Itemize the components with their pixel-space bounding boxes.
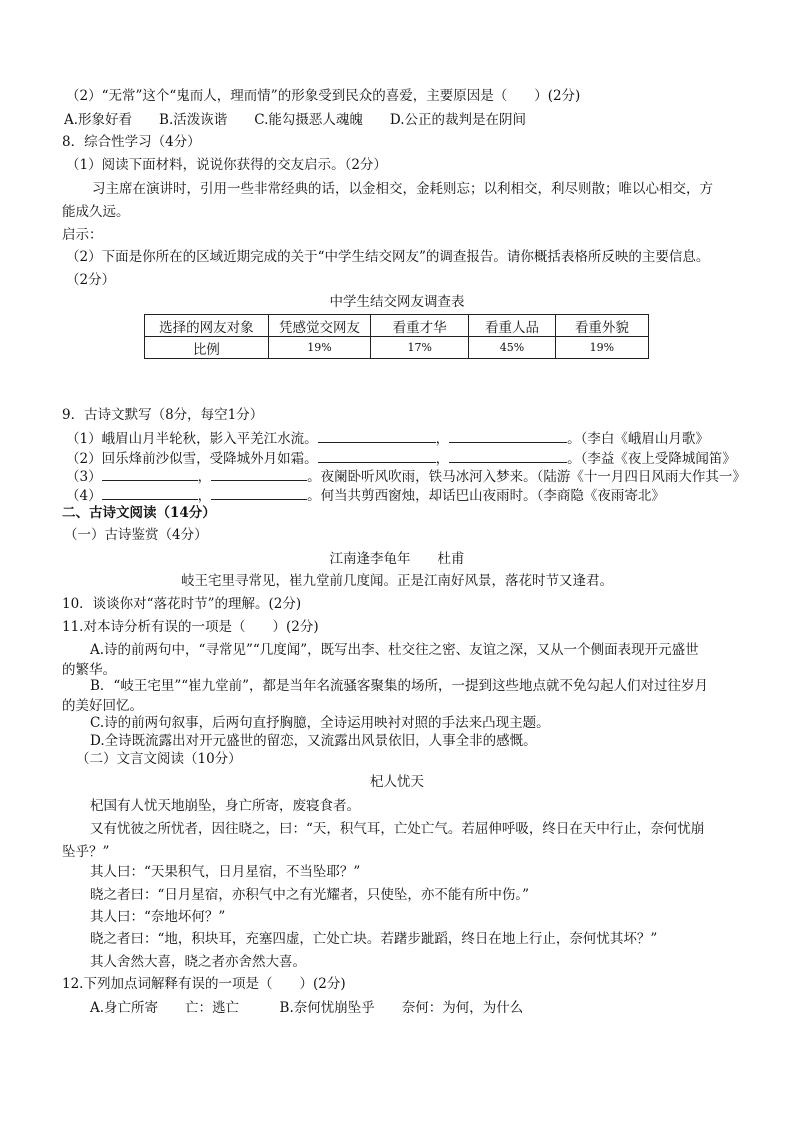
q11-option-b2: 的美好回忆。 bbox=[62, 698, 143, 714]
q9-line1-prompt: （1）峨眉山月半轮秋，影入平羌江水流。 bbox=[66, 431, 318, 447]
classical-para-7: 其人舍然大喜，晓之者亦舍然大喜。 bbox=[90, 954, 306, 970]
survey-header-row bbox=[145, 315, 649, 337]
poem-body: 岐王宅里寻常见，崔九堂前几度闻。正是江南好风景，落花时节又逢君。 bbox=[181, 573, 613, 589]
answer-blank[interactable] bbox=[318, 448, 436, 463]
q9-line1-source: 。（李白《峨眉山月歌》 bbox=[567, 431, 709, 447]
classical-para-6: 晓之者曰：“地，积块耳，充塞四虚，亡处亡块。若躇步跐蹈，终日在地上行止，奈何忧其坏？” bbox=[90, 931, 658, 947]
survey-value-row bbox=[145, 337, 649, 359]
survey-header-cell: 选择的网友对象 bbox=[145, 315, 269, 337]
section2-sub2: （二）文言文阅读（10分） bbox=[76, 751, 242, 767]
q9-line4-source: 。何当共剪西窗烛，却话巴山夜雨时。（李商隐《夜雨寄北》 bbox=[307, 488, 665, 504]
classical-para-4: 晓之者曰：“日月星宿，亦积气中之有光耀者，只使坠，亦不能有所中伤。” bbox=[90, 887, 530, 903]
answer-blank[interactable] bbox=[102, 485, 198, 500]
survey-header-cell: 看重才华 bbox=[371, 315, 469, 337]
q9-line3-source: 。夜阑卧听风吹雨，铁马冰河入梦来。（陆游《十一月四日风雨大作其一》 bbox=[307, 469, 746, 485]
q9-title: 9．古诗文默写（8分，每空1分） bbox=[62, 407, 264, 423]
survey-header-cell: 看重外貌 bbox=[555, 315, 648, 337]
answer-blank[interactable] bbox=[318, 428, 436, 443]
q9-line2-sep: ， bbox=[435, 451, 450, 467]
survey-row-label: 比例 bbox=[145, 337, 269, 359]
section2-sub1: （一）古诗鉴赏（4分） bbox=[64, 527, 208, 543]
q8-material-line1: 习主席在演讲时，引用一些非常经典的话，以金相交，金耗则忘；以利相交，利尽则散；唯以心相交，方 bbox=[92, 181, 713, 197]
q9-line1-sep: ， bbox=[435, 431, 450, 447]
q8-material-line2: 能成久远。 bbox=[62, 204, 130, 220]
classical-para-5: 其人曰：“奈地坏何？” bbox=[90, 909, 226, 925]
answer-blank[interactable] bbox=[449, 428, 567, 443]
q11-option-b1: B．“岐王宅里”“崔九堂前”，都是当年名流骚客聚集的场所，一提到这些地点就不免勾起人们对过往岁月 bbox=[90, 678, 709, 694]
q12: 12.下列加点词解释有误的一项是（ ）(2分) bbox=[62, 976, 346, 992]
answer-blank[interactable] bbox=[211, 466, 307, 481]
survey-table-title: 中学生结交网友调查表 bbox=[329, 294, 465, 310]
survey-value-cell: 17% bbox=[371, 337, 469, 359]
answer-blank[interactable] bbox=[102, 466, 198, 481]
q10: 10．谈谈你对“落花时节”的理解。(2分) bbox=[62, 596, 302, 612]
q9-line1 bbox=[66, 428, 709, 449]
poem-title: 江南逢李龟年 杜甫 bbox=[329, 551, 465, 567]
survey-header-cell: 凭感觉交网友 bbox=[268, 315, 370, 337]
q8-part2-line2: （2分） bbox=[66, 272, 116, 288]
q11-option-a2: 的繁华。 bbox=[62, 662, 116, 678]
q9-line3 bbox=[66, 466, 746, 487]
q12-options: A.身亡所寄 亡：逃亡 B.奈何忧崩坠乎 奈何：为何，为什么 bbox=[90, 1000, 524, 1016]
q9-line2-prompt: （2）回乐烽前沙似雪，受降城外月如霜。 bbox=[66, 451, 318, 467]
classical-para-2b: 坠乎？” bbox=[62, 844, 110, 860]
survey-header-cell: 看重人品 bbox=[469, 315, 555, 337]
section2-title: 二、古诗文阅读（14分） bbox=[62, 505, 216, 521]
answer-blank[interactable] bbox=[211, 485, 307, 500]
classical-para-1: 杞国有人忧天地崩坠，身亡所寄，废寝食者。 bbox=[90, 798, 360, 814]
classical-para-2a: 又有忧彼之所忧者，因往晓之，曰：“天，积气耳，亡处亡气。若屈伸呼吸，终日在天中行止，奈何忧崩 bbox=[90, 821, 705, 837]
classical-para-3: 其人曰：“天果积气，日月星宿，不当坠耶？” bbox=[90, 864, 361, 880]
q7-options: A.形象好看 B.活泼诙谐 C.能勾摄恶人魂魄 D.公正的裁判是在阴间 bbox=[64, 112, 527, 128]
q11-option-c: C.诗的前两句叙事，后两句直抒胸臆，全诗运用映衬对照的手法来凸现主题。 bbox=[90, 715, 550, 731]
q11-option-d: D.全诗既流露出对开元盛世的留恋，又流露出风景依旧，人事全非的感慨。 bbox=[90, 733, 537, 749]
q9-line3-sep: ， bbox=[197, 469, 212, 485]
q8-part2-line1: （2）下面是你所在的区域近期完成的关于“中学生结交网友”的调查报告。请你概括表格所反映的主要信息。 bbox=[66, 249, 710, 265]
q9-line2-source: 。（李益《夜上受降城闻笛》 bbox=[567, 451, 736, 467]
q9-line3-prompt: （3） bbox=[66, 469, 102, 485]
q11-option-a1: A.诗的前两句中，“寻常见”“几度闻”，既写出李、杜交往之密、友谊之深，又从一个侧面表现开元盛世 bbox=[90, 642, 699, 658]
q8-title: 8．综合性学习（4分） bbox=[62, 134, 201, 150]
survey-value-cell: 19% bbox=[268, 337, 370, 359]
q9-line4-prompt: （4） bbox=[66, 488, 102, 504]
q8-part1: （1）阅读下面材料，说说你获得的交友启示。（2分） bbox=[66, 157, 387, 173]
q8-hint: 启示： bbox=[62, 227, 103, 243]
q9-line4-sep: ， bbox=[197, 488, 212, 504]
q11: 11.对本诗分析有误的一项是（ ）(2分) bbox=[62, 619, 319, 635]
survey-value-cell: 45% bbox=[469, 337, 555, 359]
survey-table bbox=[144, 314, 649, 359]
q7-part2: （2）“无常”这个“鬼而人，理而情”的形象受到民众的喜爱，主要原因是（ ）(2分) bbox=[66, 88, 581, 104]
survey-value-cell: 19% bbox=[555, 337, 648, 359]
classical-text-title: 杞人忧天 bbox=[370, 774, 424, 790]
answer-blank[interactable] bbox=[449, 448, 567, 463]
